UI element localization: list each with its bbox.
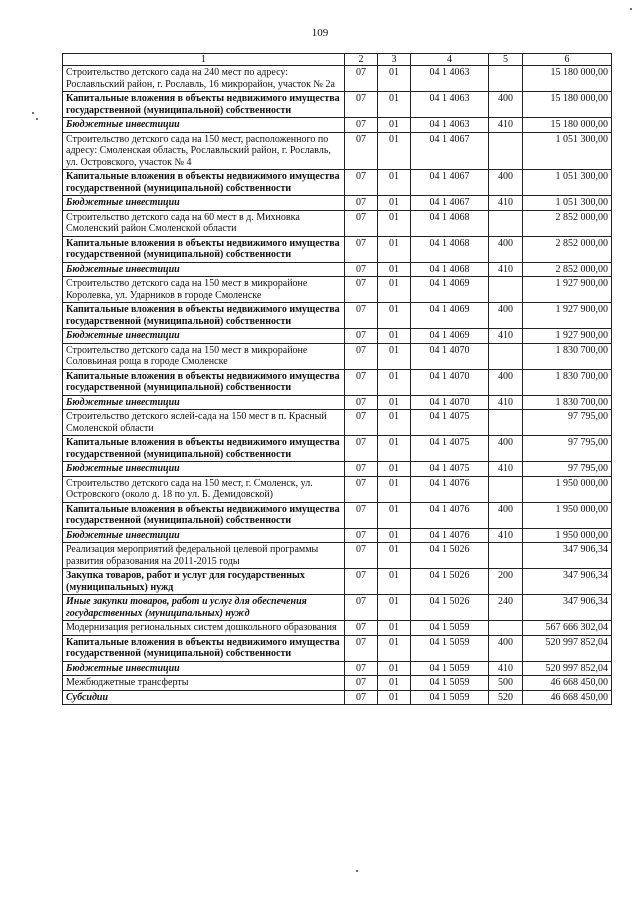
subsection-code-cell: 01 (378, 132, 411, 170)
column-header-3: 3 (378, 54, 411, 66)
row-name-cell: Капитальные вложения в объекты недвижимого имущества государственной (муниципальной) собственности (63, 236, 345, 262)
amount-cell: 15 180 000,00 (523, 118, 612, 133)
row-name-cell: Строительство детского яслей-сада на 150 мест в п. Красный Смоленской области (63, 410, 345, 436)
subsection-code-cell: 01 (378, 343, 411, 369)
target-article-cell: 04 1 5059 (411, 676, 489, 691)
expense-type-cell: 410 (489, 118, 523, 133)
column-header-5: 5 (489, 54, 523, 66)
expense-type-cell (489, 132, 523, 170)
expense-type-cell: 410 (489, 528, 523, 543)
section-code-cell: 07 (345, 303, 378, 329)
target-article-cell: 04 1 4076 (411, 476, 489, 502)
expense-type-cell: 410 (489, 329, 523, 344)
section-code-cell: 07 (345, 262, 378, 277)
section-code-cell: 07 (345, 343, 378, 369)
budget-table-body (63, 54, 612, 705)
amount-cell: 347 906,34 (523, 543, 612, 569)
expense-type-cell (489, 543, 523, 569)
subsection-code-cell: 01 (378, 676, 411, 691)
column-header-2: 2 (345, 54, 378, 66)
section-code-cell: 07 (345, 661, 378, 676)
table-row (63, 132, 612, 170)
subsection-code-cell: 01 (378, 543, 411, 569)
subsection-code-cell: 01 (378, 502, 411, 528)
amount-cell: 1 927 900,00 (523, 329, 612, 344)
table-row (63, 595, 612, 621)
section-code-cell: 07 (345, 210, 378, 236)
table-row (63, 118, 612, 133)
section-code-cell: 07 (345, 196, 378, 211)
expense-type-cell (489, 210, 523, 236)
amount-cell: 1 830 700,00 (523, 343, 612, 369)
expense-type-cell (489, 410, 523, 436)
amount-cell: 1 950 000,00 (523, 528, 612, 543)
section-code-cell: 07 (345, 236, 378, 262)
amount-cell: 520 997 852,04 (523, 635, 612, 661)
column-header-4: 4 (411, 54, 489, 66)
row-name-cell: Капитальные вложения в объекты недвижимого имущества государственной (муниципальной) собственности (63, 303, 345, 329)
target-article-cell: 04 1 4063 (411, 66, 489, 92)
expense-type-cell: 410 (489, 462, 523, 477)
section-code-cell: 07 (345, 635, 378, 661)
target-article-cell: 04 1 5059 (411, 661, 489, 676)
column-header-1: 1 (63, 54, 345, 66)
table-row (63, 690, 612, 705)
row-name-cell: Иные закупки товаров, работ и услуг для обеспечения государственных (муниципальных) нужд (63, 595, 345, 621)
target-article-cell: 04 1 5026 (411, 569, 489, 595)
expense-type-cell: 410 (489, 196, 523, 211)
target-article-cell: 04 1 4070 (411, 369, 489, 395)
subsection-code-cell: 01 (378, 569, 411, 595)
target-article-cell: 04 1 4063 (411, 92, 489, 118)
section-code-cell: 07 (345, 676, 378, 691)
amount-cell: 1 051 300,00 (523, 170, 612, 196)
row-name-cell: Капитальные вложения в объекты недвижимого имущества государственной (муниципальной) собственности (63, 92, 345, 118)
section-code-cell: 07 (345, 395, 378, 410)
row-name-cell: Строительство детского сада на 150 мест, г. Смоленск, ул. Островского (около д. 18 по ул. Б. Демидовской) (63, 476, 345, 502)
target-article-cell: 04 1 4069 (411, 303, 489, 329)
table-row (63, 210, 612, 236)
expense-type-cell: 500 (489, 676, 523, 691)
target-article-cell: 04 1 5059 (411, 635, 489, 661)
target-article-cell: 04 1 4075 (411, 462, 489, 477)
section-code-cell: 07 (345, 690, 378, 705)
subsection-code-cell: 01 (378, 329, 411, 344)
amount-cell: 15 180 000,00 (523, 66, 612, 92)
subsection-code-cell: 01 (378, 66, 411, 92)
section-code-cell: 07 (345, 595, 378, 621)
expense-type-cell: 400 (489, 635, 523, 661)
scan-speck (630, 8, 632, 10)
table-row (63, 303, 612, 329)
subsection-code-cell: 01 (378, 236, 411, 262)
expense-type-cell: 410 (489, 661, 523, 676)
row-name-cell: Капитальные вложения в объекты недвижимого имущества государственной (муниципальной) собственности (63, 436, 345, 462)
row-name-cell: Межбюджетные трансферты (63, 676, 345, 691)
table-row (63, 236, 612, 262)
section-code-cell: 07 (345, 462, 378, 477)
target-article-cell: 04 1 4070 (411, 395, 489, 410)
target-article-cell: 04 1 4076 (411, 502, 489, 528)
subsection-code-cell: 01 (378, 661, 411, 676)
table-row (63, 621, 612, 636)
target-article-cell: 04 1 4076 (411, 528, 489, 543)
expense-type-cell: 400 (489, 170, 523, 196)
subsection-code-cell: 01 (378, 303, 411, 329)
row-name-cell: Капитальные вложения в объекты недвижимого имущества государственной (муниципальной) собственности (63, 635, 345, 661)
subsection-code-cell: 01 (378, 528, 411, 543)
section-code-cell: 07 (345, 436, 378, 462)
table-row (63, 436, 612, 462)
table-row (63, 262, 612, 277)
table-row (63, 369, 612, 395)
section-code-cell: 07 (345, 132, 378, 170)
row-name-cell: Строительство детского сада на 150 мест в микрорайоне Королевка, ул. Ударников в городе Смоленске (63, 277, 345, 303)
table-row (63, 92, 612, 118)
row-name-cell: Бюджетные инвестиции (63, 462, 345, 477)
section-code-cell: 07 (345, 170, 378, 196)
row-name-cell: Субсидии (63, 690, 345, 705)
amount-cell: 2 852 000,00 (523, 262, 612, 277)
amount-cell: 46 668 450,00 (523, 690, 612, 705)
row-name-cell: Строительство детского сада на 240 мест по адресу: Рославльский район, г. Рославль, 16 микрорайон, участок № 2а (63, 66, 345, 92)
expense-type-cell (489, 343, 523, 369)
expense-type-cell: 410 (489, 262, 523, 277)
expense-type-cell (489, 476, 523, 502)
amount-cell: 2 852 000,00 (523, 210, 612, 236)
amount-cell: 347 906,34 (523, 569, 612, 595)
amount-cell: 15 180 000,00 (523, 92, 612, 118)
section-code-cell: 07 (345, 476, 378, 502)
target-article-cell: 04 1 5059 (411, 690, 489, 705)
row-name-cell: Строительство детского сада на 60 мест в д. Михновка Смоленский район Смоленской области (63, 210, 345, 236)
amount-cell: 347 906,34 (523, 595, 612, 621)
subsection-code-cell: 01 (378, 476, 411, 502)
table-row (63, 66, 612, 92)
target-article-cell: 04 1 4068 (411, 236, 489, 262)
table-row (63, 635, 612, 661)
section-code-cell: 07 (345, 502, 378, 528)
target-article-cell: 04 1 4070 (411, 343, 489, 369)
amount-cell: 1 051 300,00 (523, 196, 612, 211)
table-row (63, 395, 612, 410)
table-row (63, 170, 612, 196)
amount-cell: 1 927 900,00 (523, 277, 612, 303)
section-code-cell: 07 (345, 569, 378, 595)
target-article-cell: 04 1 4068 (411, 262, 489, 277)
row-name-cell: Бюджетные инвестиции (63, 395, 345, 410)
table-row (63, 476, 612, 502)
amount-cell: 1 950 000,00 (523, 502, 612, 528)
amount-cell: 1 950 000,00 (523, 476, 612, 502)
subsection-code-cell: 01 (378, 436, 411, 462)
subsection-code-cell: 01 (378, 262, 411, 277)
expense-type-cell: 240 (489, 595, 523, 621)
expense-type-cell: 400 (489, 369, 523, 395)
table-row (63, 277, 612, 303)
target-article-cell: 04 1 5059 (411, 621, 489, 636)
subsection-code-cell: 01 (378, 595, 411, 621)
target-article-cell: 04 1 4075 (411, 410, 489, 436)
amount-cell: 97 795,00 (523, 410, 612, 436)
row-name-cell: Бюджетные инвестиции (63, 262, 345, 277)
target-article-cell: 04 1 4069 (411, 277, 489, 303)
row-name-cell: Строительство детского сада на 150 мест, расположенного по адресу: Смоленская область, Рославльский район, г. Рославль, ул. Островского, участок № 4 (63, 132, 345, 170)
expense-type-cell: 400 (489, 502, 523, 528)
target-article-cell: 04 1 4067 (411, 170, 489, 196)
target-article-cell: 04 1 5026 (411, 543, 489, 569)
table-row (63, 543, 612, 569)
subsection-code-cell: 01 (378, 410, 411, 436)
table-row (63, 502, 612, 528)
table-row (63, 528, 612, 543)
subsection-code-cell: 01 (378, 395, 411, 410)
scan-speck (32, 112, 34, 114)
expense-type-cell: 400 (489, 303, 523, 329)
expense-type-cell: 200 (489, 569, 523, 595)
section-code-cell: 07 (345, 277, 378, 303)
section-code-cell: 07 (345, 621, 378, 636)
amount-cell: 520 997 852,04 (523, 661, 612, 676)
table-row (63, 462, 612, 477)
amount-cell: 1 927 900,00 (523, 303, 612, 329)
subsection-code-cell: 01 (378, 635, 411, 661)
row-name-cell: Реализация мероприятий федеральной целевой программы развития образования на 2011-2015 годы (63, 543, 345, 569)
row-name-cell: Бюджетные инвестиции (63, 661, 345, 676)
amount-cell: 567 666 302,04 (523, 621, 612, 636)
subsection-code-cell: 01 (378, 118, 411, 133)
row-name-cell: Бюджетные инвестиции (63, 196, 345, 211)
expense-type-cell: 400 (489, 236, 523, 262)
subsection-code-cell: 01 (378, 92, 411, 118)
row-name-cell: Бюджетные инвестиции (63, 118, 345, 133)
section-code-cell: 07 (345, 410, 378, 436)
subsection-code-cell: 01 (378, 621, 411, 636)
expense-type-cell (489, 277, 523, 303)
column-number-header-row (63, 54, 612, 66)
amount-cell: 46 668 450,00 (523, 676, 612, 691)
subsection-code-cell: 01 (378, 369, 411, 395)
row-name-cell: Бюджетные инвестиции (63, 528, 345, 543)
scan-speck (36, 118, 38, 120)
table-row (63, 196, 612, 211)
target-article-cell: 04 1 4063 (411, 118, 489, 133)
row-name-cell: Закупка товаров, работ и услуг для государственных (муниципальных) нужд (63, 569, 345, 595)
amount-cell: 1 830 700,00 (523, 369, 612, 395)
table-row (63, 410, 612, 436)
row-name-cell: Бюджетные инвестиции (63, 329, 345, 344)
expense-type-cell (489, 66, 523, 92)
amount-cell: 97 795,00 (523, 462, 612, 477)
amount-cell: 1 051 300,00 (523, 132, 612, 170)
subsection-code-cell: 01 (378, 170, 411, 196)
table-row (63, 343, 612, 369)
section-code-cell: 07 (345, 543, 378, 569)
target-article-cell: 04 1 4068 (411, 210, 489, 236)
amount-cell: 1 830 700,00 (523, 395, 612, 410)
table-row (63, 329, 612, 344)
subsection-code-cell: 01 (378, 462, 411, 477)
expense-type-cell: 410 (489, 395, 523, 410)
row-name-cell: Модернизация региональных систем дошкольного образования (63, 621, 345, 636)
budget-table (62, 53, 612, 705)
target-article-cell: 04 1 4067 (411, 196, 489, 211)
column-header-6: 6 (523, 54, 612, 66)
section-code-cell: 07 (345, 92, 378, 118)
row-name-cell: Капитальные вложения в объекты недвижимого имущества государственной (муниципальной) собственности (63, 502, 345, 528)
section-code-cell: 07 (345, 369, 378, 395)
target-article-cell: 04 1 4075 (411, 436, 489, 462)
section-code-cell: 07 (345, 118, 378, 133)
row-name-cell: Строительство детского сада на 150 мест в микрорайоне Соловьиная роща в городе Смоленске (63, 343, 345, 369)
expense-type-cell: 400 (489, 436, 523, 462)
section-code-cell: 07 (345, 66, 378, 92)
target-article-cell: 04 1 4067 (411, 132, 489, 170)
amount-cell: 2 852 000,00 (523, 236, 612, 262)
subsection-code-cell: 01 (378, 196, 411, 211)
page-number: 109 (311, 27, 329, 39)
table-row (63, 569, 612, 595)
row-name-cell: Капитальные вложения в объекты недвижимого имущества государственной (муниципальной) собственности (63, 170, 345, 196)
subsection-code-cell: 01 (378, 277, 411, 303)
section-code-cell: 07 (345, 528, 378, 543)
table-row (63, 676, 612, 691)
expense-type-cell (489, 621, 523, 636)
table-row (63, 661, 612, 676)
expense-type-cell: 520 (489, 690, 523, 705)
subsection-code-cell: 01 (378, 690, 411, 705)
scan-speck (356, 870, 358, 872)
amount-cell: 97 795,00 (523, 436, 612, 462)
target-article-cell: 04 1 5026 (411, 595, 489, 621)
row-name-cell: Капитальные вложения в объекты недвижимого имущества государственной (муниципальной) собственности (63, 369, 345, 395)
expense-type-cell: 400 (489, 92, 523, 118)
target-article-cell: 04 1 4069 (411, 329, 489, 344)
subsection-code-cell: 01 (378, 210, 411, 236)
section-code-cell: 07 (345, 329, 378, 344)
